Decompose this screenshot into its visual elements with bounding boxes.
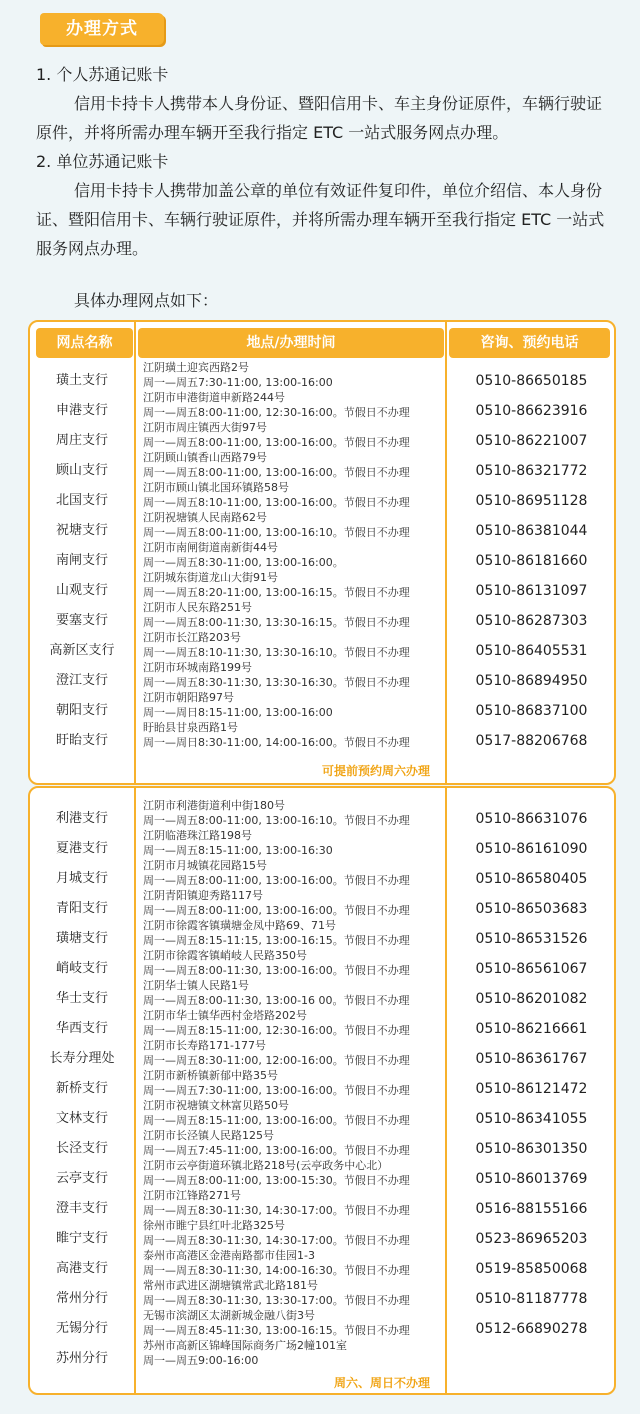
branch-address: 江阴市江锋路271号	[143, 1189, 241, 1202]
branch-name: 常州分行	[55, 1291, 108, 1306]
branch-hours: 周一—周五8:00-11:00, 13:00-16:10。节假日不办理	[143, 814, 410, 827]
branch-name: 澄江支行	[55, 673, 108, 688]
branch-address-time	[143, 858, 441, 888]
branch-phone: 0523-86965203	[475, 1231, 588, 1247]
branch-phone: 0510-86837100	[475, 703, 588, 719]
branch-address-time	[143, 600, 441, 630]
branch-hours: 周一—周五8:00-11:30, 13:30-16:15。节假日不办理	[143, 616, 410, 629]
branch-address: 常州市武进区湖塘镇常武北路181号	[143, 1279, 318, 1292]
section-tag: 办理方式	[40, 13, 164, 45]
branch-address: 江阴市长寿路171-177号	[143, 1039, 266, 1052]
branch-name: 澄丰支行	[55, 1201, 108, 1216]
branch-address-time	[143, 1308, 441, 1338]
branch-name: 青阳支行	[55, 901, 108, 916]
branch-address-time	[143, 660, 441, 690]
branch-address: 盱眙县甘泉西路1号	[143, 721, 238, 734]
branch-address-time	[143, 1158, 441, 1188]
branch-phone: 0510-86631076	[475, 811, 588, 827]
item1-text: 信用卡持卡人携带本人身份证、暨阳信用卡、车主身份证原件，车辆行驶证原件，并将所需办理车辆开至我行指定 ETC 一站式服务网点办理。	[36, 94, 603, 142]
branch-hours: 周一—周日8:30-11:00, 14:00-16:00。节假日不办理	[143, 736, 410, 749]
item1-title: 1. 个人苏通记账卡	[36, 65, 169, 84]
branch-address: 江阴城东街道龙山大街91号	[143, 571, 278, 584]
branch-address: 江阴市人民东路251号	[143, 601, 252, 614]
branch-address: 无锡市滨湖区太湖新城金融八街3号	[143, 1309, 315, 1322]
branch-name: 周庄支行	[55, 433, 108, 448]
branch-phone: 0510-86301350	[475, 1141, 588, 1157]
branch-address-time	[143, 390, 441, 420]
branch-address-time	[143, 570, 441, 600]
branch-address: 苏州市高新区锦峰国际商务广场2幢101室	[143, 1339, 347, 1352]
branch-phone: 0510-86181660	[475, 553, 588, 569]
branch-hours: 周一—周五8:30-11:00, 12:00-16:00。节假日不办理	[143, 1054, 410, 1067]
branch-address: 江阴市环城南路199号	[143, 661, 252, 674]
branch-address-time	[143, 690, 441, 720]
branch-hours: 周一—周五8:30-11:00, 13:00-16:00。	[143, 556, 344, 569]
branch-address-time	[143, 420, 441, 450]
branch-address-time	[143, 480, 441, 510]
branch-hours: 周一—周五7:30-11:00, 13:00-16:00	[143, 376, 333, 389]
item2-title: 2. 单位苏通记账卡	[36, 152, 169, 171]
branch-hours: 周一—周五8:30-11:30, 13:30-16:30。节假日不办理	[143, 676, 410, 689]
branch-hours: 周一—周五7:45-11:00, 13:00-16:00。节假日不办理	[143, 1144, 410, 1157]
branch-name: 睢宁支行	[55, 1231, 108, 1246]
branch-address-time	[143, 1008, 441, 1038]
branch-address: 江阴市徐霞客镇璜塘金凤中路69、71号	[143, 919, 336, 932]
branch-address: 江阴市南闸街道南新街44号	[143, 541, 278, 554]
branch-phone: 0510-86650185	[475, 373, 588, 389]
branch-name: 山观支行	[55, 583, 108, 598]
branch-hours: 周一—周五8:10-11:30, 13:30-16:10。节假日不办理	[143, 646, 410, 659]
branch-address-time	[143, 450, 441, 480]
item2-text: 信用卡持卡人携带加盖公章的单位有效证件复印件，单位介绍信、本人身份证、暨阳信用卡、车辆行驶证原件，并将所需办理车辆开至我行指定 ETC 一站式服务网点办理。	[36, 181, 605, 258]
branch-hours: 周一—周五8:30-11:30, 14:00-16:30。节假日不办理	[143, 1264, 410, 1277]
branch-phone: 0510-86894950	[475, 673, 588, 689]
branch-address: 江阴顾山镇香山西路79号	[143, 451, 267, 464]
branch-hours: 周一—周五9:00-16:00	[143, 1354, 259, 1367]
branch-address: 江阴市长江路203号	[143, 631, 241, 644]
branch-address-time	[143, 1068, 441, 1098]
branch-phone: 0510-81187778	[475, 1291, 588, 1307]
branch-address-time	[143, 828, 441, 858]
branch-phone: 0510-86361767	[475, 1051, 588, 1067]
branch-name: 盱眙支行	[55, 733, 108, 748]
branch-address-time	[143, 1038, 441, 1068]
branch-address: 江阴市朝阳路97号	[143, 691, 234, 704]
branch-address: 江阴市顾山镇北国环镇路58号	[143, 481, 289, 494]
branch-name: 文林支行	[55, 1111, 108, 1126]
branch-phone: 0517-88206768	[475, 733, 588, 749]
branch-phone: 0510-86013769	[475, 1171, 588, 1187]
branch-name: 南闸支行	[55, 553, 108, 568]
branch-address: 泰州市高港区金港南路都市佳园1-3	[143, 1249, 315, 1262]
branch-address: 江阴临港珠江路198号	[143, 829, 252, 842]
branch-hours: 周一—周五8:00-11:30, 13:00-16:00。节假日不办理	[143, 964, 410, 977]
header-phone: 咨询、预约电话	[449, 328, 610, 358]
branch-address-time	[143, 798, 441, 828]
branch-address: 江阴华士镇人民路1号	[143, 979, 249, 992]
branch-hours: 周一—周五7:30-11:00, 13:00-16:00。节假日不办理	[143, 1084, 410, 1097]
branch-phone: 0510-86623916	[475, 403, 588, 419]
saturday-note: 可提前预约周六办理	[321, 764, 430, 778]
branch-address: 江阴市徐霞客镇峭岐人民路350号	[143, 949, 307, 962]
branch-name: 璜土支行	[55, 373, 108, 388]
branch-name: 月城支行	[55, 871, 108, 886]
branch-address: 江阴市申港街道申新路244号	[143, 391, 285, 404]
header-branch-name: 网点名称	[36, 328, 133, 358]
branch-hours: 周一—周五8:00-11:00, 13:00-16:00。节假日不办理	[143, 874, 410, 887]
branch-phone: 0510-86531526	[475, 931, 588, 947]
branch-address-time	[143, 888, 441, 918]
branch-name: 璜塘支行	[55, 931, 108, 946]
branch-name: 利港支行	[55, 811, 108, 826]
branch-address-time	[143, 540, 441, 570]
branch-list-title: 具体办理网点如下：	[74, 291, 219, 310]
branch-address-time	[143, 1188, 441, 1218]
branch-phone: 0516-88155166	[475, 1201, 588, 1217]
branch-address: 江阴祝塘镇人民南路62号	[143, 511, 267, 524]
branch-name: 新桥支行	[55, 1081, 108, 1096]
branch-name: 北国支行	[55, 493, 108, 508]
branch-hours: 周一—周五8:00-11:00, 13:00-16:00。节假日不办理	[143, 436, 410, 449]
branch-hours: 周一—周五8:00-11:00, 13:00-16:00。节假日不办理	[143, 904, 410, 917]
branch-hours: 周一—周五8:20-11:00, 13:00-16:15。节假日不办理	[143, 586, 410, 599]
branch-address: 江阴市月城镇花园路15号	[143, 859, 267, 872]
branch-hours: 周一—周五8:00-11:00, 13:00-15:30。节假日不办理	[143, 1174, 410, 1187]
branch-name: 朝阳支行	[55, 703, 108, 718]
branch-address: 江阴市华士镇华西村金塔路202号	[143, 1009, 307, 1022]
branch-address: 江阴青阳镇迎秀路117号	[143, 889, 263, 902]
branch-phone: 0510-86221007	[475, 433, 588, 449]
branch-name: 高新区支行	[49, 643, 115, 658]
branch-hours: 周一—周日8:15-11:00, 13:00-16:00	[143, 706, 333, 719]
weekend-note: 周六、周日不办理	[333, 1376, 430, 1390]
branch-address: 江阴市新桥镇新郁中路35号	[143, 1069, 278, 1082]
branch-phone: 0512-66890278	[475, 1321, 588, 1337]
branch-name: 高港支行	[55, 1261, 108, 1276]
branch-phone: 0510-86201082	[475, 991, 588, 1007]
branch-phone: 0510-86287303	[475, 613, 588, 629]
branch-name: 长泾支行	[55, 1141, 108, 1156]
header-address-time: 地点/办理时间	[138, 328, 444, 358]
branch-address-time	[143, 720, 441, 750]
branch-address-time	[143, 948, 441, 978]
branch-phone: 0510-86131097	[475, 583, 588, 599]
branch-hours: 周一—周五8:00-11:00, 13:00-16:00。节假日不办理	[143, 466, 410, 479]
branch-name: 云亭支行	[55, 1171, 108, 1186]
branch-address: 江阴市利港街道利中街180号	[143, 799, 285, 812]
branch-address-time	[143, 1128, 441, 1158]
branch-phone: 0510-86405531	[475, 643, 588, 659]
branch-name: 长寿分理处	[49, 1051, 115, 1066]
branch-table-group1	[28, 320, 616, 785]
branch-name: 华西支行	[55, 1021, 108, 1036]
branch-phone: 0510-86580405	[475, 871, 588, 887]
branch-name: 峭岐支行	[55, 961, 108, 976]
branch-phone: 0510-86951128	[475, 493, 588, 509]
branch-address-time	[143, 510, 441, 540]
branch-hours: 周一—周五8:30-11:30, 14:30-17:00。节假日不办理	[143, 1234, 410, 1247]
branch-phone: 0510-86341055	[475, 1111, 588, 1127]
table-row	[30, 721, 614, 756]
branch-hours: 周一—周五8:45-11:30, 13:00-16:15。节假日不办理	[143, 1324, 410, 1337]
branch-hours: 周一—周五8:15-11:00, 12:30-16:00。节假日不办理	[143, 1024, 410, 1037]
branch-name: 华士支行	[55, 991, 108, 1006]
branch-phone: 0510-86381044	[475, 523, 588, 539]
intro-text	[36, 60, 616, 263]
branch-hours: 周一—周五8:10-11:00, 13:00-16:00。节假日不办理	[143, 496, 410, 509]
branch-hours: 周一—周五8:00-11:00, 13:00-16:10。节假日不办理	[143, 526, 410, 539]
branch-address: 江阴市周庄镇西大街97号	[143, 421, 267, 434]
branch-address: 江阴市祝塘镇文林富贝路50号	[143, 1099, 289, 1112]
branch-name: 祝塘支行	[55, 523, 108, 538]
branch-hours: 周一—周五8:15-11:00, 13:00-16:30	[143, 844, 333, 857]
branch-table-group2	[28, 786, 616, 1395]
branch-hours: 周一—周五8:00-11:00, 12:30-16:00。节假日不办理	[143, 406, 410, 419]
branch-name: 无锡分行	[55, 1321, 108, 1336]
branch-name: 申港支行	[55, 403, 108, 418]
branch-phone: 0510-86561067	[475, 961, 588, 977]
branch-phone: 0510-86216661	[475, 1021, 588, 1037]
branch-address: 江阴璜土迎宾西路2号	[143, 361, 249, 374]
branch-address-time	[143, 1218, 441, 1248]
branch-hours: 周一—周五8:30-11:30, 14:30-17:00。节假日不办理	[143, 1204, 410, 1217]
branch-hours: 周一—周五8:15-11:00, 13:00-16:00。节假日不办理	[143, 1114, 410, 1127]
branch-address-time	[143, 1098, 441, 1128]
branch-address: 徐州市睢宁县红叶北路325号	[143, 1219, 285, 1232]
branch-name: 夏港支行	[55, 841, 108, 856]
branch-hours: 周一—周五8:00-11:30, 13:00-16 00。节假日不办理	[143, 994, 410, 1007]
branch-phone: 0510-86121472	[475, 1081, 588, 1097]
branch-address-time	[143, 1338, 441, 1368]
branch-address-time	[143, 360, 441, 390]
branch-phone: 0519-85850068	[475, 1261, 588, 1277]
branch-address-time	[143, 918, 441, 948]
table-row	[30, 1339, 614, 1374]
branch-hours: 周一—周五8:15-11:15, 13:00-16:15。节假日不办理	[143, 934, 410, 947]
branch-address-time	[143, 1248, 441, 1278]
branch-phone: 0510-86161090	[475, 841, 588, 857]
branch-name: 要塞支行	[55, 613, 108, 628]
branch-phone: 0510-86503683	[475, 901, 588, 917]
branch-address: 江阴市云亭街道环镇北路218号(云亭政务中心北）	[143, 1159, 389, 1172]
branch-hours: 周一—周五8:30-11:30, 13:30-17:00。节假日不办理	[143, 1294, 410, 1307]
branch-phone: 0510-86321772	[475, 463, 588, 479]
branch-name: 顾山支行	[55, 463, 108, 478]
branch-name: 苏州分行	[55, 1351, 108, 1366]
branch-address-time	[143, 1278, 441, 1308]
branch-address-time	[143, 630, 441, 660]
branch-address: 江阴市长泾镇人民路125号	[143, 1129, 274, 1142]
branch-address-time	[143, 978, 441, 1008]
